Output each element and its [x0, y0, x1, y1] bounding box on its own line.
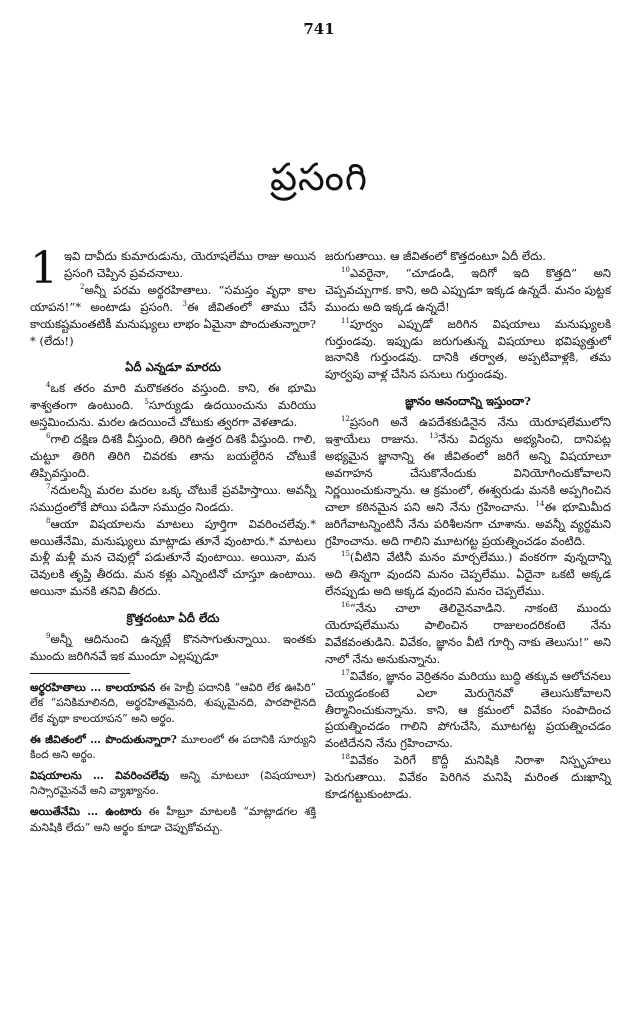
verse-number: 5	[144, 398, 149, 407]
verse-number: 9	[46, 632, 51, 641]
verse-number: 6	[46, 432, 51, 441]
footnote: అయితేనేమి … ఉంటారు ఈ హీబ్రూ మాటలకి “మాట్లాడగల శక్తి మనిషికి లేదు” అని అర్థం కూడా చెప్పుకోవచ్చు.	[30, 805, 316, 834]
verse-paragraph: $^8$ఆయా విషయాలను మాటలు పూర్తిగా వివరించలేవు.* అయితేనేమి, మనుష్యులు మాట్లాడు తూనే వుంటారు.* మాటలు మళ్లీ మళ్లీ మన చెవుల్లో పడుతూనే వుంటాయి. అయినా, మన చెవులకి తృప్తి తీరదు. మన కళ్లు ఎన్నింటినో చూస్తూ ఉంటాయి. అయినా మనకి తనివి తీరదు.	[30, 516, 316, 599]
section-heading: జ్ఞానం ఆనందాన్ని ఇస్తుందా?	[405, 394, 531, 409]
verse-paragraph: $^{10}$ఎవరైనా, “చూడండి, ఇదిగో ఇది కొత్తది” అని చెప్పవచ్చుగాక. కాని, అది ఎప్పుడూ ఇక్కడ ఉన్నదే. మనం పుట్టక ముందు అది ఇక్కడ ఉన్నదే!	[325, 265, 612, 314]
page-number: 741	[303, 20, 335, 38]
verse-paragraph: $^6$గాలి దక్షిణ దిశకి వీస్తుంది, తిరిగి ఉత్తర దిశకి వీస్తుంది. గాలి, చుట్టూ తిరిగి తిరిగి చివరకు తాను బయల్దేరిన చోటుకే తిప్పివస్తుంది.	[30, 432, 316, 480]
right-column	[325, 248, 611, 803]
verse-number: 16	[341, 601, 350, 610]
verse-paragraph: $^7$నదులన్నీ మరల మరల ఒక్క చోటుకే ప్రవహిస్తాయి. అవన్నీ సముద్రంలోకే పోయి పడినా సముద్రం నిండదు.	[30, 482, 316, 514]
verse-paragraph: $^{16}$“నేను చాలా తెలివైనవాడిని. నాకంటె ముందు యెరూషలేమును పాలించిన రాజులందరికంటె నేను వివేకవంతుడిని. వివేకం, జ్ఞానం వీటి గూర్చి నాకు తెలుసు!” అని నాలో నేను అనుకున్నాను.	[325, 601, 611, 666]
verse-paragraph: $^{11}$పూర్వం ఎప్పుడో జరిగిన విషయాలు మనుష్యులకి గుర్తుండవు. ఇప్పుడు జరుగుతున్న విషయాలు భవిష్యత్తులో జనానికి గుర్తుండవు. దానికి తర్వాత, అప్పటివాళ్లకి, తమ పూర్వపు వాళ్ల చేసిన పనులు గుర్తుండవు.	[325, 316, 611, 382]
verse-number: 14	[535, 499, 545, 508]
section-heading: క్రొత్తదంటూ ఏదీ లేదు	[126, 611, 220, 626]
footnote-term: అయితేనేమి … ఉంటారు	[30, 805, 142, 818]
footnote: అర్థరహితాలు … కాలయాపన ఈ హెబ్రీ పదానికి “ఆవిరి లేక ఊపిరి” లేక “పనికిమాలినది, అర్థరహితమైనది, శుష్కమైనది, పారపొలైనది లేక వృథా కాలయాపన” అని అర్థం.	[30, 680, 317, 726]
verse-paragraph: $^4$ఒక తరం మారి మరొకతరం వస్తుంది. కాని, ఈ భూమి శాశ్వతంగా ఉంటుంది. $^5$సూర్యుడు ఉదయించును మరియు అస్తమించును. మరల ఉదయించే చోటుకు త్వరగా వెళతాడు.	[30, 381, 317, 430]
verse-number: 2	[80, 282, 85, 291]
footnote-divider	[30, 673, 130, 674]
verse-paragraph: జరుగుతాయి. ఆ జీవితంలో కొత్తదంటూ ఏదీ లేదు.	[325, 249, 546, 263]
verse-number: 8	[46, 516, 51, 525]
footnote-term: అర్థరహితాలు … కాలయాపన	[30, 680, 156, 694]
book-title: ప్రసంగి	[269, 155, 369, 199]
footnote: ఈ జీవితంలో … పొందుతున్నారా? మూలంలో ఈ పదానికి సూర్యుని కింద అని అర్థం.	[30, 732, 316, 762]
verse-paragraph: $^9$అన్నీ ఆదినుంచి ఉన్నట్లే కొనసాగుతున్నాయి. ఇంతకు ముందు జరిగినవే ఇక ముందూ ఎల్లప్పుడూ	[30, 632, 316, 663]
verse-number: 7	[46, 482, 51, 491]
verse-paragraph: $^{18}$వివేకం పెరిగే కొద్దీ మనిషికి నిరాశా నిస్పృహలు పెరుగుతాయి. వివేకం పెరిగిన మనిషి మరింత దుఃఖాన్ని కూడగట్టుకుంటాడు.	[325, 753, 611, 802]
verse-number: 12	[341, 415, 350, 424]
verse-number: 10	[341, 266, 350, 275]
verse-paragraph: $^{15}$(వీటిని వేటినీ మనం మార్చలేము.) వంకరగా వున్నదాన్ని అది తిన్నగా వుందని మనం చెప్పలేము. ఏదైనా ఒకటి అక్కడ లేనప్పుడు అది అక్కడ వుందని మనం చెప్పలేము.	[325, 550, 611, 599]
footnote-term: ఈ జీవితంలో … పొందుతున్నారా?	[30, 732, 177, 746]
verse-number: 17	[341, 668, 350, 677]
section-heading: ఏదీ ఎన్నడూ మారదు	[125, 360, 221, 375]
verse-number: 15	[341, 550, 350, 559]
verse-paragraph: $^{17}$వివేకం, జ్ఞానం వెర్రితనం మరియు బుద్ధి తక్కువ ఆలోచనలు చెయ్యడంకంటె ఎలా మెరుగైనవో తెలుసుకోవాలని తీర్మానించుకున్నాను. కాని, ఆ క్రమంలో వివేకం సంపాదించ ప్రయత్నించడం గాలిని పోగుచేసి, మూటగట్ట ప్రయత్నించడం వంటిదేనని నేను గ్రహించాను.	[325, 668, 611, 751]
verse-number: 4	[46, 381, 51, 390]
left-column	[30, 243, 317, 840]
verse-number: 18	[341, 753, 350, 762]
verse-number: 11	[341, 316, 350, 325]
verse-number: 13	[429, 432, 439, 441]
footnote-term: విషయాలను … వివరించలేవు	[30, 768, 169, 782]
verse-paragraph: 1 ఇవి దావీదు కుమారుడును, యెరూషలేము రాజు అయిన ప్రసంగి చెప్పిన ప్రవచనాలు.	[30, 243, 316, 294]
footnote: విషయాలను … వివరించలేవు అన్ని మాటలూ (విషయాలూ) నిస్సారమైనవే అని వ్యాఖ్యానం.	[30, 768, 316, 798]
verse-paragraph: $^{12}$ప్రసంగి అనే ఉపదేశకుడినైన నేను యెరూషలేములోని ఇశ్రాయేలు రాజును. $^{13}$నేను విద్యను అభ్యసించి, దానిపట్ల అభ్యమైన జ్ఞానాన్ని ఈ జీవితంలో జరిగే అన్ని విషయాలూ అవగాహన చేసుకొనేందుకు వినియోగించుకోవాలని నిర్ణయించుకున్నాను. ఆ క్రమంలో, ఈశ్వరుడు మనకి అప్పగించిన చాలా కఠినమైన పని అని నేను గ్రహించాను. $^{14}$ఈ భూమిమీద జరిగేవాటన్నింటినీ నేను పరిశీలనగా చూశాను. అవన్నీ వ్యర్థమని గ్రహించాను. అది గాలిని మూటగట్ట ప్రయత్నించడం వంటిది.	[325, 415, 612, 548]
verse-paragraph: $^2$అన్నీ పరమ అర్థరహితాలు. “సమస్తం వృధా కాల యాపన!”* అంటాడు ప్రసంగి. $^3$ఈ జీవితంలో తాము చేసే కాయకష్టమంతటికీ మనుష్యులు లాభం ఏమైనా పొందుతున్నారా?* (లేదు!)	[30, 282, 317, 348]
verse-number: 3	[182, 299, 188, 308]
chapter-number: 1	[30, 243, 58, 294]
